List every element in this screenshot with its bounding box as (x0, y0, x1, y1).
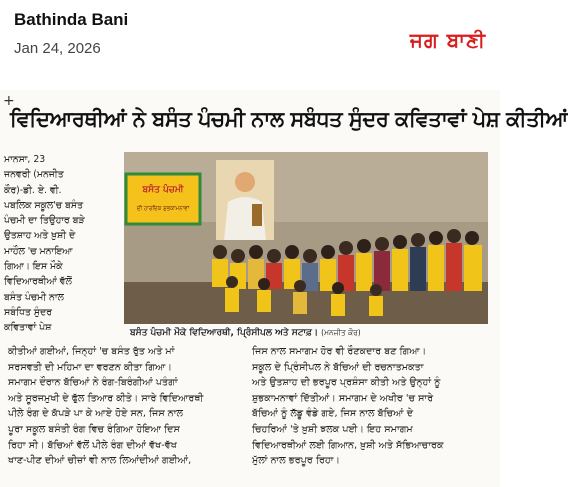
crop-mark-icon: + (3, 93, 15, 109)
festival-banner (126, 174, 200, 224)
caption-credit: (ਮਨਜੀਤ ਕੌਰ) (321, 328, 361, 337)
source-title: Bathinda Bani (14, 10, 129, 29)
body-line: ਬੱਚਿਆਂ ਨੂੰ ਲੱਡੂ ਵੰਡੇ ਗਏ, ਜਿਸ ਨਾਲ ਬੱਚਿਆਂ ਦੇ (252, 408, 414, 420)
event-photo (124, 152, 488, 324)
body-line: ਖਾਣ-ਪੀਣ ਦੀਆਂ ਚੀਜ਼ਾਂ ਵੀ ਨਾਲ ਲਿਆਂਦੀਆਂ ਗਈਆਂ, (8, 455, 192, 467)
body-line: ਵਿਦਿਆਰਥੀਆਂ ਲਈ ਗਿਆਨ, ਖ਼ੁਸ਼ੀ ਅਤੇ ਸੱਭਿਆਚਾਰਕ (252, 439, 444, 451)
intro-line: ਬਸੰਤ ਪੰਚਮੀ ਨਾਲ (4, 291, 64, 303)
intro-line: ਪੰਚਮੀ ਦਾ ਤਿਉਹਾਰ ਬੜੇ (4, 215, 85, 227)
event-photo-illustration (124, 152, 488, 324)
newspaper-logo: ਜਗ ਬਾਣੀ (409, 28, 486, 52)
intro-line: ਕਵਿਤਾਵਾਂ ਪੇਸ਼ (4, 322, 52, 334)
intro-line: ਮਾਹੌਲ 'ਚ ਮਨਾਇਆ (4, 245, 73, 257)
intro-column (4, 152, 122, 336)
body-line: ਰਿਹਾ ਸੀ। ਬੱਚਿਆਂ ਵੱਲੋਂ ਪੀਲੇ ਰੰਗ ਦੀਆਂ ਵੱਖ-ਵੱਖ (8, 439, 177, 451)
body-line: ਸ਼ੁਭਕਾਮਨਾਵਾਂ ਦਿੱਤੀਆਂ। ਸਮਾਗਮ ਦੇ ਅਖੀਰ 'ਚ ਸਾਰੇ (252, 392, 434, 404)
goddess-saraswati-image (216, 160, 274, 240)
banner-title: ਬਸੰਤ ਪੰਚਮੀ (142, 185, 184, 195)
intro-line: ਪਬਲਿਕ ਸਕੂਲ'ਚ ਬਸੰਤ (4, 199, 83, 211)
body-line: ਸਮਾਗਮ ਦੌਰਾਨ ਬੱਚਿਆਂ ਨੇ ਰੰਗ-ਬਿਰੰਗੀਆਂ ਪਤੰਗਾਂ (8, 377, 178, 389)
body-line: ਚਿਹਰਿਆਂ 'ਤੇ ਖ਼ੁਸ਼ੀ ਝਲਕ ਪਈ। ਇਹ ਸਮਾਗਮ (252, 423, 413, 435)
intro-line: ਸਬੰਧਿਤ ਸੁੰਦਰ (4, 306, 52, 318)
photo-caption (130, 328, 486, 338)
intro-line: ਗਿਆ। ਇਸ ਮੌਕੇ (4, 261, 63, 273)
body-line: ਕੀਤੀਆਂ ਗਈਆਂ, ਜਿਨ੍ਹਾਂ 'ਚ ਬਸੰਤ ਰੁੱਤ ਅਤੇ ਮਾਂ (8, 346, 175, 357)
body-column-right (252, 344, 492, 469)
banner-subtitle: ਦੀ ਹਾਰਦਿਕ ਸ਼ੁਭਕਾਮਨਾਵਾਂ (136, 206, 190, 212)
publish-date: Jan 24, 2026 (14, 40, 101, 57)
body-line: ਪੀਲੇ ਰੰਗ ਦੇ ਕੱਪੜੇ ਪਾ ਕੇ ਆਏ ਹੋਏ ਸਨ, ਜਿਸ ਨਾਲ (8, 408, 183, 420)
intro-line: ਜਨਵਰੀ (ਮਨਜੀਤ (4, 169, 64, 181)
body-column-left (8, 344, 248, 469)
article-headline: ਵਿਦਿਆਰਥੀਆਂ ਨੇ ਬਸੰਤ ਪੰਚਮੀ ਨਾਲ ਸਬੰਧਤ ਸੁੰਦਰ ਕਵਿਤਾਵਾਂ ਪੇਸ਼ ਕੀਤੀਆਂ (10, 107, 568, 131)
intro-line: ਵਿਦਿਆਰਥੀਆਂ ਵੱਲੋਂ (4, 276, 72, 288)
intro-line: ਮਾਨਸਾ, 23 (4, 154, 46, 165)
intro-line: ਕੌਰ)-ਡੀ. ਏ. ਵੀ. (4, 184, 62, 196)
body-line: ਸਰਸਵਤੀ ਦੀ ਮਹਿਮਾ ਦਾ ਵਰਣਨ ਕੀਤਾ ਗਿਆ। (8, 361, 172, 373)
body-line: ਜਿਸ ਨਾਲ ਸਮਾਗਮ ਹੋਰ ਵੀ ਰੌਣਕਦਾਰ ਬਣ ਗਿਆ। (252, 346, 427, 357)
body-line: ਮੁੱਲਾਂ ਨਾਲ ਭਰਪੂਰ ਰਿਹਾ। (252, 455, 340, 467)
body-line: ਅਤੇ ਉਤਸ਼ਾਹ ਦੀ ਭਰਪੂਰ ਪ੍ਰਸ਼ੰਸਾ ਕੀਤੀ ਅਤੇ ਉਨ੍ਹਾਂ ਨੂੰ (252, 377, 441, 389)
caption-text: ਬਸੰਤ ਪੰਚਮੀ ਮੌਕੇ ਵਿਦਿਆਰਥੀ, ਪ੍ਰਿੰਸੀਪਲ ਅਤੇ ਸਟਾਫ਼। (130, 328, 319, 338)
body-line: ਪੂਰਾ ਸਕੂਲ ਬਸੰਤੀ ਰੰਗ ਵਿਚ ਰੰਗਿਆ ਹੋਇਆ ਦਿਸ (8, 423, 180, 435)
body-line: ਸਕੂਲ ਦੇ ਪ੍ਰਿੰਸੀਪਲ ਨੇ ਬੱਚਿਆਂ ਦੀ ਰਚਨਾਤਮਕਤਾ (252, 361, 424, 373)
intro-line: ਉਤਸ਼ਾਹ ਅਤੇ ਖ਼ੁਸ਼ੀ ਦੇ (4, 230, 76, 242)
body-line: ਅਤੇ ਸੂਰਜਮੁਖੀ ਦੇ ਫੁੱਲ ਤਿਆਰ ਕੀਤੇ। ਸਾਰੇ ਵਿਦਿਆਰਥੀ (8, 392, 204, 404)
